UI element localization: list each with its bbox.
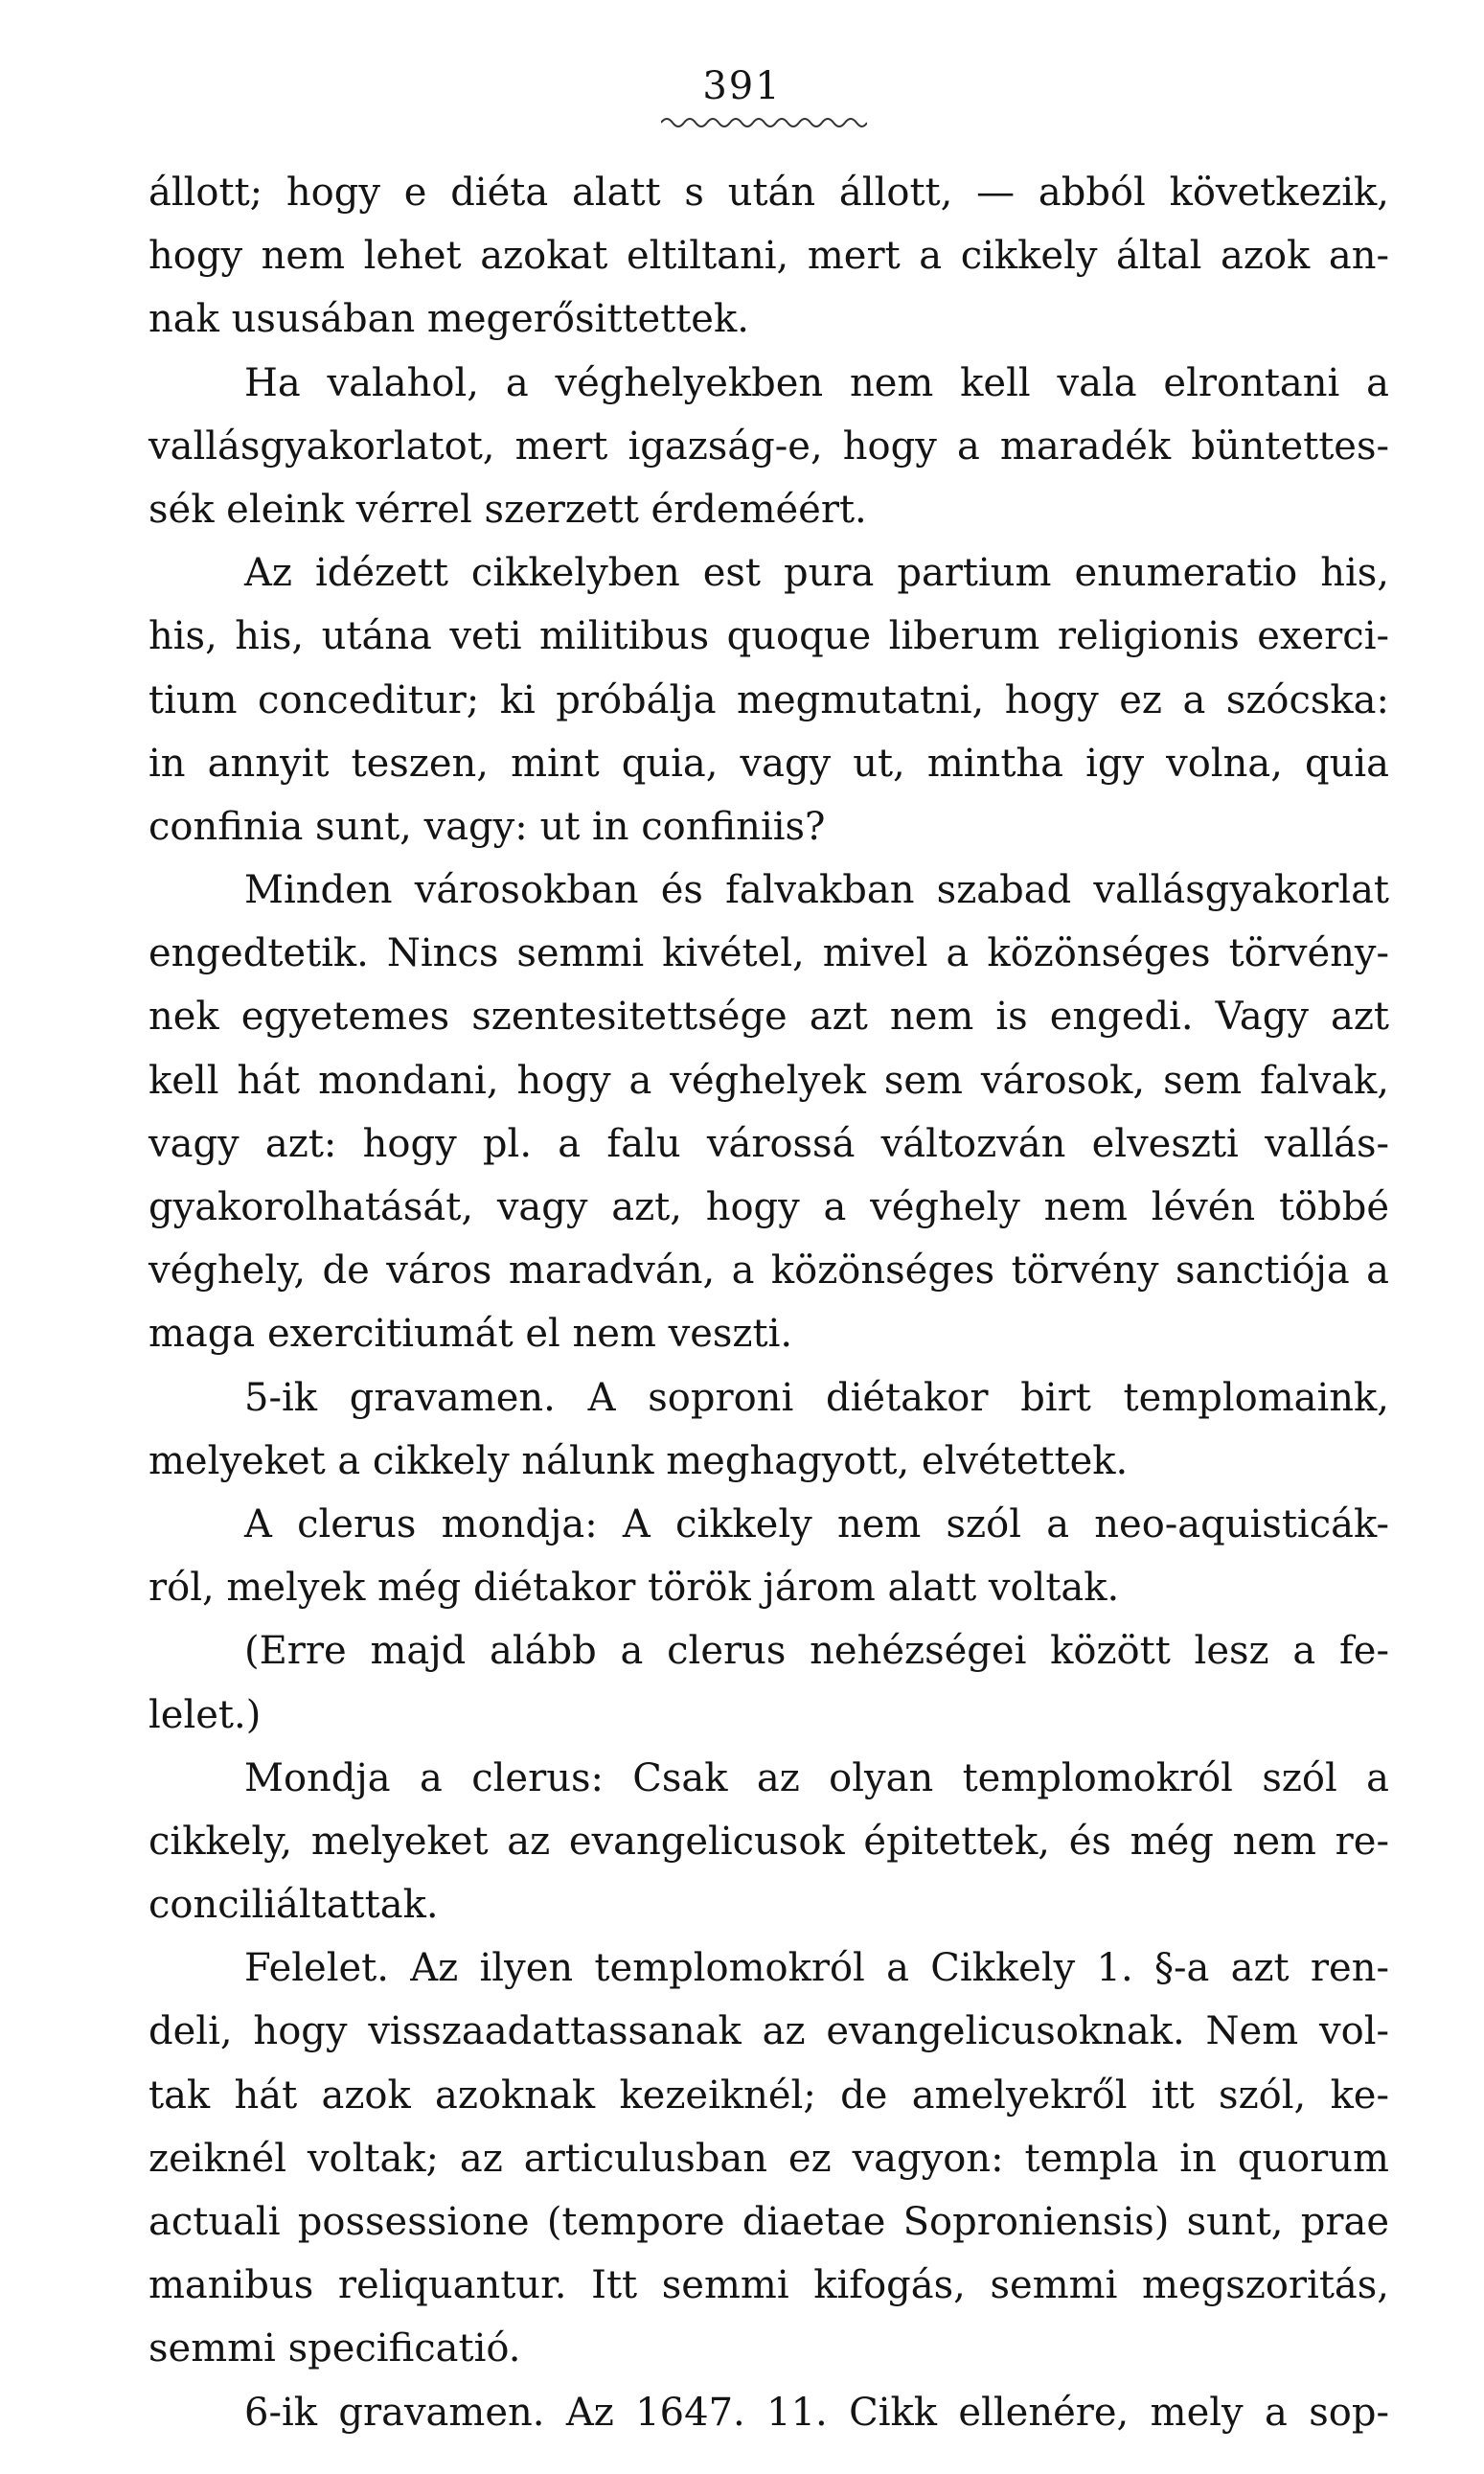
text-line: his, his, utána veti militibus quoque liberum religionis exerci- (148, 614, 1389, 659)
text-line: tium conceditur; ki próbálja megmutatni, hogy ez a szócska: (148, 677, 1389, 722)
body-text (148, 161, 1389, 2444)
page-number: 391 (702, 64, 782, 108)
text-line: nak ususában megerősittettek. (148, 297, 749, 342)
text-line: A clerus mondja: A cikkely nem szól a neo-aquisticák- (244, 1501, 1389, 1546)
text-line: conciliáltattak. (148, 1883, 439, 1928)
text-line: ról, melyek még diétakor török járom alatt voltak. (148, 1566, 1120, 1611)
text-line: vallásgyakorlatot, mert igazság-e, hogy a maradék büntettes- (148, 424, 1389, 469)
text-line: 6-ik gravamen. Az 1647. 11. Cikk ellenére, mely a sop- (244, 2390, 1389, 2435)
text-line: tak hát azok azoknak kezeiknél; de amelyekről itt szól, ke- (148, 2073, 1389, 2118)
text-line: Minden városokban és falvakban szabad vallásgyakorlat (244, 868, 1389, 913)
text-line: melyeket a cikkely nálunk meghagyott, elvétettek. (148, 1438, 1129, 1483)
text-line: in annyit teszen, mint quia, vagy ut, mintha igy volna, quia (148, 741, 1389, 786)
text-line: semmi specificatió. (148, 2326, 521, 2371)
text-line: gyakorolhatását, vagy azt, hogy a véghely nem lévén többé (148, 1185, 1389, 1229)
text-line: manibus reliquantur. Itt semmi kifogás, semmi megszoritás, (148, 2263, 1389, 2308)
text-line: cikkely, melyeket az evangelicusok épitettek, és még nem re- (148, 1819, 1389, 1864)
text-line: deli, hogy visszaadattassanak az evangelicusoknak. Nem vol- (148, 2009, 1389, 2054)
text-line: nek egyetemes szentesitettsége azt nem is engedi. Vagy azt (148, 995, 1389, 1040)
text-line: véghely, de város maradván, a közönséges törvény sanctiója a (148, 1248, 1389, 1294)
text-line: Felelet. Az ilyen templomokról a Cikkely 1. §-a azt ren- (244, 1946, 1389, 1991)
text-line: 5-ik gravamen. A soproni diétakor birt templomaink, (244, 1375, 1389, 1420)
text-line: kell hát mondani, hogy a véghelyek sem városok, sem falvak, (148, 1058, 1389, 1103)
text-line: állott; hogy e diéta alatt s után állott, — abból következik, (148, 171, 1389, 215)
text-line: sék eleink vérrel szerzett érdeméért. (148, 487, 867, 532)
text-line: Az idézett cikkelyben est pura partium enumeratio his, (244, 551, 1389, 596)
text-line: actuali possessione (tempore diaetae Soproniensis) sunt, prae (148, 2200, 1389, 2244)
text-line: engedtetik. Nincs semmi kivétel, mivel a közönséges törvény- (148, 931, 1389, 976)
text-line: confinia sunt, vagy: ut in confiniis? (148, 804, 826, 849)
text-line: hogy nem lehet azokat eltiltani, mert a cikkely által azok an- (148, 234, 1389, 279)
text-line: Mondja a clerus: Csak az olyan templomokról szól a (244, 1755, 1389, 1800)
text-line: lelet.) (148, 1692, 262, 1737)
text-line: maga exercitiumát el nem veszti. (148, 1312, 793, 1357)
wavy-rule-ornament (661, 113, 867, 132)
text-line: Ha valahol, a véghelyekben nem kell vala elrontani a (244, 360, 1389, 405)
text-line: zeiknél voltak; az articulusban ez vagyon: templa in quorum (148, 2136, 1389, 2181)
text-line: (Erre majd alább a clerus nehézségei között lesz a fe- (244, 1629, 1389, 1674)
text-line: vagy azt: hogy pl. a falu várossá változván elveszti vallás- (148, 1121, 1389, 1166)
